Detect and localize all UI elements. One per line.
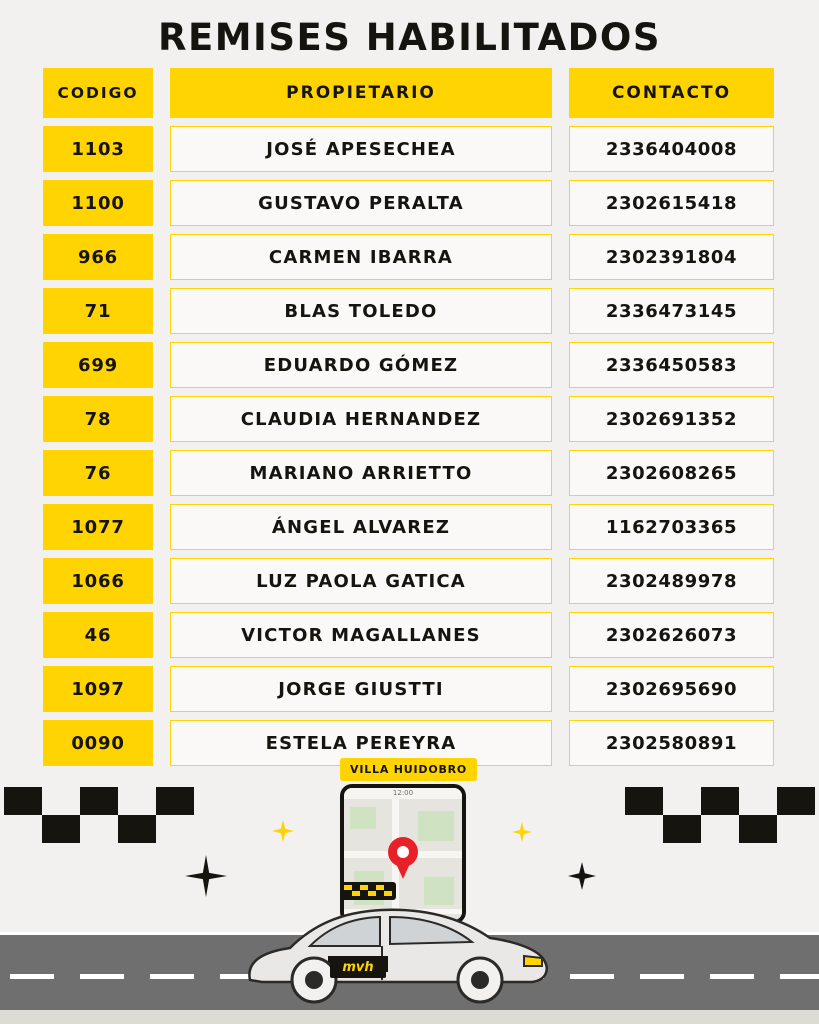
- table-row: [0, 558, 819, 604]
- table-row: [0, 666, 819, 712]
- taxi-car-graphic: [232, 876, 592, 1006]
- column-header-propietario: PROPIETARIO: [170, 68, 552, 118]
- taxi-illustration: [232, 758, 592, 1024]
- city-tag-label: VILLA HUIDOBRO: [340, 758, 477, 781]
- cell-contacto: 2302391804: [569, 234, 774, 280]
- table-row: [0, 450, 819, 496]
- cell-propietario: ÁNGEL ALVAREZ: [170, 504, 552, 550]
- cell-propietario: ESTELA PEREYRA: [170, 720, 552, 766]
- remises-table: [0, 68, 819, 774]
- cell-propietario: LUZ PAOLA GATICA: [170, 558, 552, 604]
- cell-propietario: CLAUDIA HERNANDEZ: [170, 396, 552, 442]
- cell-propietario: JORGE GIUSTTI: [170, 666, 552, 712]
- cell-propietario: JOSÉ APESECHEA: [170, 126, 552, 172]
- table-row: [0, 234, 819, 280]
- cell-contacto: 2302615418: [569, 180, 774, 226]
- cell-codigo: 1103: [43, 126, 153, 172]
- cell-propietario: VICTOR MAGALLANES: [170, 612, 552, 658]
- column-header-codigo: CODIGO: [43, 68, 153, 118]
- phone-status-time: 12:00: [344, 788, 462, 799]
- cell-codigo: 1077: [43, 504, 153, 550]
- checker-pattern-right-icon: [625, 787, 815, 843]
- cell-contacto: 2336450583: [569, 342, 774, 388]
- cell-propietario: GUSTAVO PERALTA: [170, 180, 552, 226]
- sparkle-black-icon: [185, 855, 227, 897]
- cell-codigo: 46: [43, 612, 153, 658]
- cell-contacto: 2302691352: [569, 396, 774, 442]
- table-header-row: [0, 68, 819, 118]
- cell-contacto: 2302580891: [569, 720, 774, 766]
- cell-codigo: 966: [43, 234, 153, 280]
- cell-codigo: 71: [43, 288, 153, 334]
- car-logo-label: mvh: [330, 956, 386, 978]
- cell-contacto: 2336473145: [569, 288, 774, 334]
- cell-codigo: 76: [43, 450, 153, 496]
- location-pin-icon: [388, 837, 418, 879]
- cell-propietario: BLAS TOLEDO: [170, 288, 552, 334]
- cell-contacto: 2336404008: [569, 126, 774, 172]
- cell-codigo: 699: [43, 342, 153, 388]
- cell-propietario: CARMEN IBARRA: [170, 234, 552, 280]
- table-row: [0, 126, 819, 172]
- cell-codigo: 1100: [43, 180, 153, 226]
- table-row: [0, 342, 819, 388]
- table-row: [0, 612, 819, 658]
- page-title: REMISES HABILITADOS: [157, 16, 662, 59]
- table-row: [0, 504, 819, 550]
- cell-propietario: EDUARDO GÓMEZ: [170, 342, 552, 388]
- checker-pattern-left-icon: [4, 787, 194, 843]
- cell-propietario: MARIANO ARRIETTO: [170, 450, 552, 496]
- cell-codigo: 0090: [43, 720, 153, 766]
- cell-codigo: 1066: [43, 558, 153, 604]
- cell-contacto: 2302608265: [569, 450, 774, 496]
- column-header-contacto: CONTACTO: [569, 68, 774, 118]
- cell-contacto: 1162703365: [569, 504, 774, 550]
- cell-contacto: 2302489978: [569, 558, 774, 604]
- table-row: [0, 396, 819, 442]
- table-row: [0, 288, 819, 334]
- table-row: [0, 180, 819, 226]
- cell-contacto: 2302626073: [569, 612, 774, 658]
- cell-contacto: 2302695690: [569, 666, 774, 712]
- cell-codigo: 78: [43, 396, 153, 442]
- cell-codigo: 1097: [43, 666, 153, 712]
